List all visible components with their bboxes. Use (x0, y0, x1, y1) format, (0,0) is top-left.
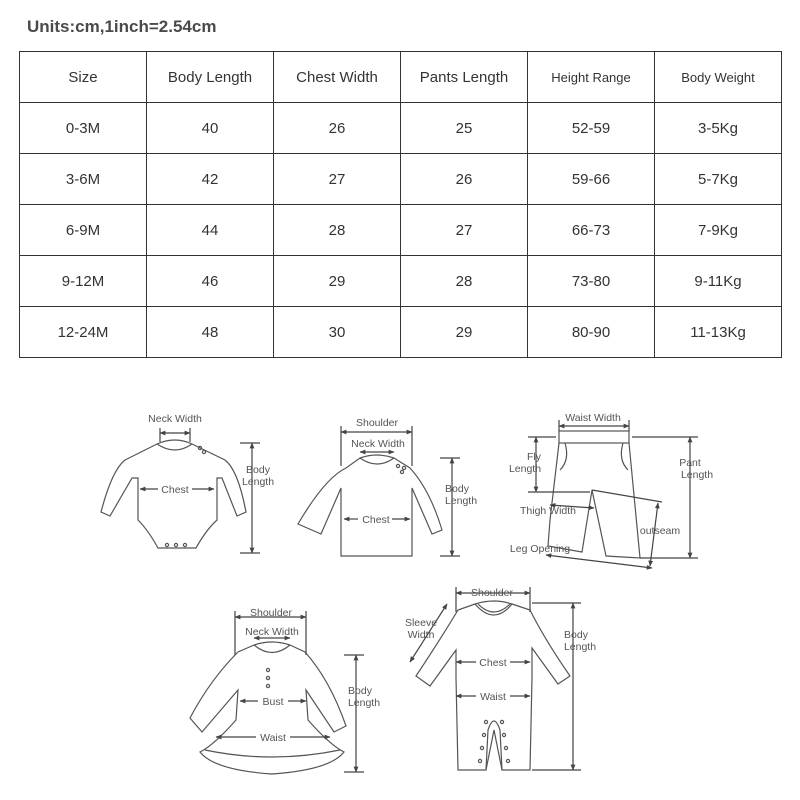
pants-outline (548, 443, 640, 558)
bodysuit-body-length-label-2: Length (241, 476, 275, 488)
romper-body-length-label-1: Body (564, 629, 588, 641)
romper-body-length-label-2: Length (563, 641, 597, 653)
dress-neck-width-label: Neck Width (245, 626, 299, 638)
dress-waist-label: Waist (260, 732, 286, 744)
pants-waist-width-label: Waist Width (565, 412, 621, 424)
pants-fly-length-label-1: Fly (527, 451, 541, 463)
table-cell: 26 (274, 103, 401, 154)
table-cell: 46 (147, 256, 274, 307)
table-cell: 9-11Kg (655, 256, 782, 307)
bodysuit-chest-label: Chest (161, 484, 189, 496)
table-cell: 80-90 (528, 307, 655, 358)
pants-waistband (559, 431, 629, 443)
pants-pant-length-label-2: Length (680, 469, 714, 481)
top-chest-label: Chest (362, 514, 390, 526)
table-cell: 0-3M (20, 103, 147, 154)
header-body-weight: Body Weight (655, 52, 782, 103)
header-body-length: Body Length (147, 52, 274, 103)
romper-sleeve-width-label-1: Sleeve (404, 617, 438, 629)
table-cell: 48 (147, 307, 274, 358)
top-shoulder-label: Shoulder (355, 417, 399, 429)
romper-waist-label: Waist (480, 691, 506, 703)
table-cell: 40 (147, 103, 274, 154)
romper-chest-label: Chest (479, 657, 507, 669)
table-cell: 27 (274, 154, 401, 205)
bodysuit-neck-width-label: Neck Width (148, 413, 202, 425)
table-cell: 28 (274, 205, 401, 256)
pants-pant-length-label-1: Pant (679, 457, 701, 469)
dress-body-length-label-2: Length (347, 697, 381, 709)
table-cell: 30 (274, 307, 401, 358)
table-cell: 3-5Kg (655, 103, 782, 154)
romper-outline (416, 601, 570, 770)
table-cell: 66-73 (528, 205, 655, 256)
table-cell: 9-12M (20, 256, 147, 307)
dress-bust-label: Bust (262, 696, 284, 708)
table-cell: 25 (401, 103, 528, 154)
dress-shoulder-label: Shoulder (249, 607, 293, 619)
pants-fly-length-label-2: Length (508, 463, 542, 475)
top-neck-width-label: Neck Width (351, 438, 405, 450)
bodysuit-body-length-label-1: Body (246, 464, 270, 476)
top-body-length-label-1: Body (445, 483, 469, 495)
table-cell: 26 (401, 154, 528, 205)
table-cell: 27 (401, 205, 528, 256)
header-chest-width: Chest Width (274, 52, 401, 103)
top-outline (298, 455, 442, 556)
table-cell: 52-59 (528, 103, 655, 154)
header-size: Size (20, 52, 147, 103)
units-note: Units:cm,1inch=2.54cm (27, 17, 217, 36)
pants-thigh-width-label: Thigh Width (519, 505, 577, 517)
table-cell: 44 (147, 205, 274, 256)
header-height-range: Height Range (528, 52, 655, 103)
dress-body-length-label-1: Body (348, 685, 372, 697)
table-cell: 7-9Kg (655, 205, 782, 256)
table-cell: 42 (147, 154, 274, 205)
table-cell: 29 (274, 256, 401, 307)
header-pants-length: Pants Length (401, 52, 528, 103)
dress-outline (190, 642, 346, 774)
table-cell: 3-6M (20, 154, 147, 205)
table-cell: 29 (401, 307, 528, 358)
romper-shoulder-label: Shoulder (470, 587, 514, 599)
pants-leg-opening-label: Leg Opening (509, 543, 571, 555)
romper-sleeve-width-label-2: Width (407, 629, 435, 641)
pants-outseam-label: outseam (639, 525, 681, 537)
romper-diagram (407, 587, 581, 770)
table-cell: 5-7Kg (655, 154, 782, 205)
table-cell: 12-24M (20, 307, 147, 358)
table-cell: 11-13Kg (655, 307, 782, 358)
table-cell: 73-80 (528, 256, 655, 307)
top-body-length-label-2: Length (444, 495, 478, 507)
table-cell: 59-66 (528, 154, 655, 205)
table-cell: 6-9M (20, 205, 147, 256)
table-cell: 28 (401, 256, 528, 307)
